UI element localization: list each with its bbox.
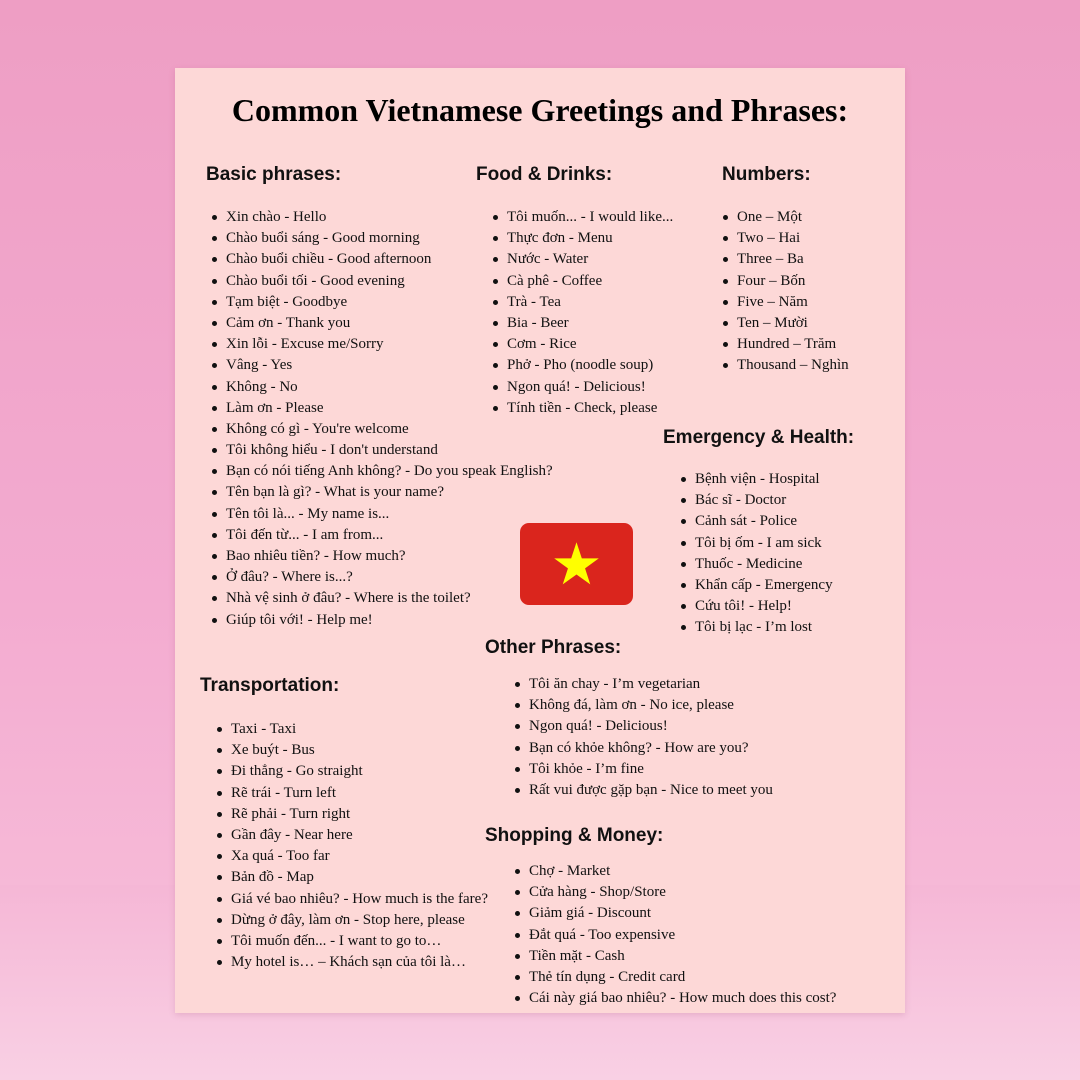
list-item: Tôi ăn chay - I’m vegetarian [514, 674, 773, 695]
food-drinks-list [492, 207, 673, 419]
list-item: Trà - Tea [492, 292, 673, 313]
list-item: Cà phê - Coffee [492, 271, 673, 292]
list-item: Bao nhiêu tiền? - How much? [211, 546, 553, 567]
star-icon [554, 541, 599, 585]
other-phrases-list [514, 674, 773, 801]
list-item: Five – Năm [722, 292, 849, 313]
list-item: Giảm giá - Discount [514, 903, 836, 924]
emergency-health-list [680, 469, 833, 639]
list-item: Vâng - Yes [211, 355, 553, 376]
list-item: Bác sĩ - Doctor [680, 490, 833, 511]
section-heading-other: Other Phrases: [485, 637, 622, 658]
list-item: Two – Hai [722, 228, 849, 249]
list-item: Bạn có khỏe không? - How are you? [514, 738, 773, 759]
list-item: Thuốc - Medicine [680, 554, 833, 575]
list-item: Không - No [211, 377, 553, 398]
list-item: Bạn có nói tiếng Anh không? - Do you speak English? [211, 461, 553, 482]
list-item: Cứu tôi! - Help! [680, 596, 833, 617]
list-item: Rẽ phải - Turn right [216, 804, 488, 825]
list-item: Tôi muốn... - I would like... [492, 207, 673, 228]
list-item: One – Một [722, 207, 849, 228]
list-item: Phở - Pho (noodle soup) [492, 355, 673, 376]
list-item: Cửa hàng - Shop/Store [514, 882, 836, 903]
list-item: Tên tôi là... - My name is... [211, 504, 553, 525]
list-item: Nhà vệ sinh ở đâu? - Where is the toilet? [211, 588, 553, 609]
list-item: Ten – Mười [722, 313, 849, 334]
list-item: Rẽ trái - Turn left [216, 783, 488, 804]
list-item: Cảm ơn - Thank you [211, 313, 553, 334]
list-item: Xe buýt - Bus [216, 740, 488, 761]
list-item: My hotel is… – Khách sạn của tôi là… [216, 952, 488, 973]
list-item: Four – Bốn [722, 271, 849, 292]
page-title: Common Vietnamese Greetings and Phrases: [231, 92, 849, 128]
list-item: Gần đây - Near here [216, 825, 488, 846]
list-item: Bệnh viện - Hospital [680, 469, 833, 490]
list-item: Ngon quá! - Delicious! [514, 716, 773, 737]
list-item: Tôi muốn đến... - I want to go to… [216, 931, 488, 952]
list-item: Chào buổi chiều - Good afternoon [211, 249, 553, 270]
list-item: Đắt quá - Too expensive [514, 925, 836, 946]
list-item: Không có gì - You're welcome [211, 419, 553, 440]
list-item: Hundred – Trăm [722, 334, 849, 355]
list-item: Xin chào - Hello [211, 207, 553, 228]
list-item: Three – Ba [722, 249, 849, 270]
list-item: Tính tiền - Check, please [492, 398, 673, 419]
list-item: Cảnh sát - Police [680, 511, 833, 532]
section-heading-numbers: Numbers: [722, 164, 811, 185]
list-item: Bản đồ - Map [216, 867, 488, 888]
section-heading-basic: Basic phrases: [206, 164, 342, 185]
numbers-list [722, 207, 849, 377]
list-item: Làm ơn - Please [211, 398, 553, 419]
section-heading-food: Food & Drinks: [476, 164, 613, 185]
list-item: Giúp tôi với! - Help me! [211, 610, 553, 631]
list-item: Không đá, làm ơn - No ice, please [514, 695, 773, 716]
list-item: Xa quá - Too far [216, 846, 488, 867]
list-item: Tôi bị ốm - I am sick [680, 533, 833, 554]
list-item: Đi thẳng - Go straight [216, 761, 488, 782]
list-item: Tôi đến từ... - I am from... [211, 525, 553, 546]
transportation-list [216, 719, 488, 973]
list-item: Taxi - Taxi [216, 719, 488, 740]
list-item: Tôi khỏe - I’m fine [514, 759, 773, 780]
list-item: Bia - Beer [492, 313, 673, 334]
list-item: Tôi bị lạc - I’m lost [680, 617, 833, 638]
list-item: Tạm biệt - Goodbye [211, 292, 553, 313]
list-item: Xin lỗi - Excuse me/Sorry [211, 334, 553, 355]
list-item: Thousand – Nghìn [722, 355, 849, 376]
section-heading-transport: Transportation: [200, 675, 340, 696]
list-item: Tiền mặt - Cash [514, 946, 836, 967]
list-item: Cơm - Rice [492, 334, 673, 355]
list-item: Tôi không hiểu - I don't understand [211, 440, 553, 461]
list-item: Cái này giá bao nhiêu? - How much does this cost? [514, 988, 836, 1009]
list-item: Chào buổi sáng - Good morning [211, 228, 553, 249]
list-item: Khẩn cấp - Emergency [680, 575, 833, 596]
list-item: Thực đơn - Menu [492, 228, 673, 249]
list-item: Nước - Water [492, 249, 673, 270]
list-item: Rất vui được gặp bạn - Nice to meet you [514, 780, 773, 801]
list-item: Thẻ tín dụng - Credit card [514, 967, 836, 988]
list-item: Chợ - Market [514, 861, 836, 882]
list-item: Giá vé bao nhiêu? - How much is the fare? [216, 889, 488, 910]
list-item: Dừng ở đây, làm ơn - Stop here, please [216, 910, 488, 931]
list-item: Ở đâu? - Where is...? [211, 567, 553, 588]
section-heading-emergency: Emergency & Health: [663, 427, 855, 448]
list-item: Ngon quá! - Delicious! [492, 377, 673, 398]
section-heading-shopping: Shopping & Money: [485, 825, 664, 846]
vietnam-flag-icon [520, 523, 633, 605]
list-item: Chào buổi tối - Good evening [211, 271, 553, 292]
shopping-money-list [514, 861, 836, 1009]
list-item: Tên bạn là gì? - What is your name? [211, 482, 553, 503]
